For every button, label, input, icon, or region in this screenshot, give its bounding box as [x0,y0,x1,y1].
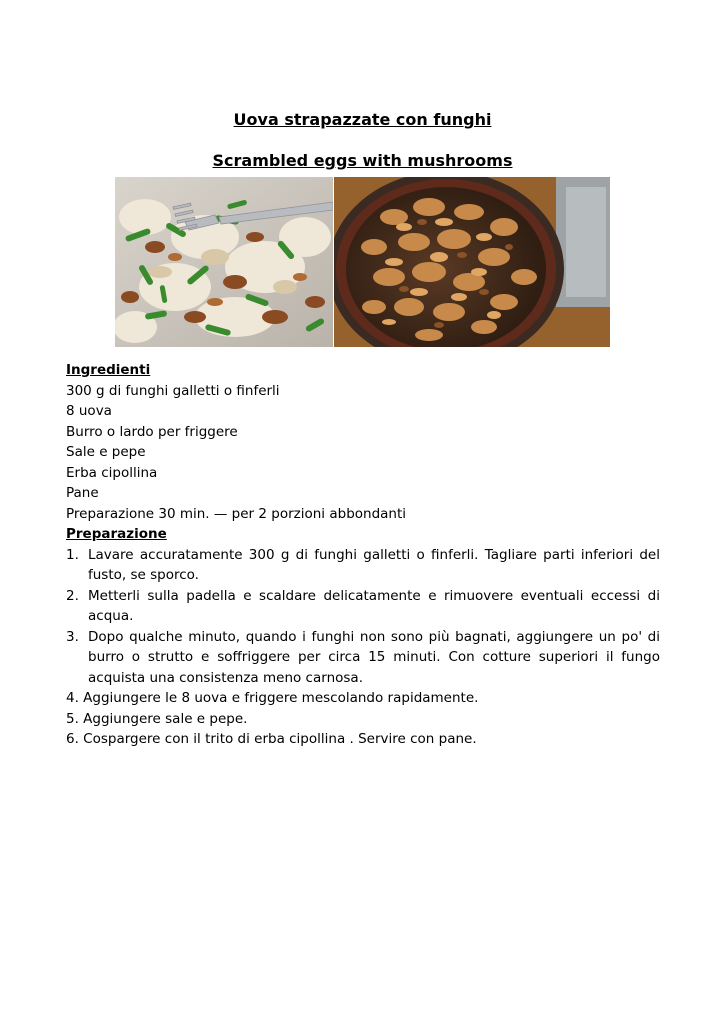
preparation-heading: Preparazione [66,526,167,542]
ingredient-item: 8 uova [66,403,112,419]
step-number: 3. [66,628,79,645]
chanterelles-pan-photo [334,177,610,347]
step-item [66,627,660,689]
ingredients-heading: Ingredienti [66,362,151,378]
ingredient-item: 300 g di funghi galletti o finferli [66,382,280,399]
preparation-steps [66,545,660,689]
step-item: 6. Cospargere con il trito di erba cipollina . Servire con pane. [66,731,477,747]
ingredient-item: Pane [66,485,99,501]
step-item: 4. Aggiungere le 8 uova e friggere mescolando rapidamente. [66,690,479,706]
step-text: Dopo qualche minuto, quando i funghi non sono più bagnati, aggiungere un po' di burro o strutto e soffriggere per circa 15 minuti. Con cotture superiori il fungo acquista una consistenza meno carnosa. [88,628,660,686]
step-text: Lavare accuratamente 300 g di funghi galletti o finferli. Tagliare parti inferiori del fusto, se sporco. [88,546,660,583]
step-number: 1. [66,546,79,563]
ingredient-item: Erba cipollina [66,464,158,481]
step-item: 5. Aggiungere sale e pepe. [66,710,248,727]
step-item [66,586,660,627]
ingredients-section [66,360,660,750]
preparation-time: Preparazione 30 min. — per 2 porzioni abbondanti [66,505,407,522]
scrambled-eggs-photo [115,177,333,347]
ingredient-item: Sale e pepe [66,444,146,460]
recipe-title-italian: Uova strapazzate con funghi [233,110,492,129]
step-number: 2. [66,587,79,604]
step-text: Metterli sulla padella e scaldare delicatamente e rimuovere eventuali eccessi di acqua. [88,587,660,624]
step-item [66,545,660,586]
recipe-title-english: Scrambled eggs with mushrooms [212,151,513,170]
ingredient-item: Burro o lardo per friggere [66,423,238,440]
